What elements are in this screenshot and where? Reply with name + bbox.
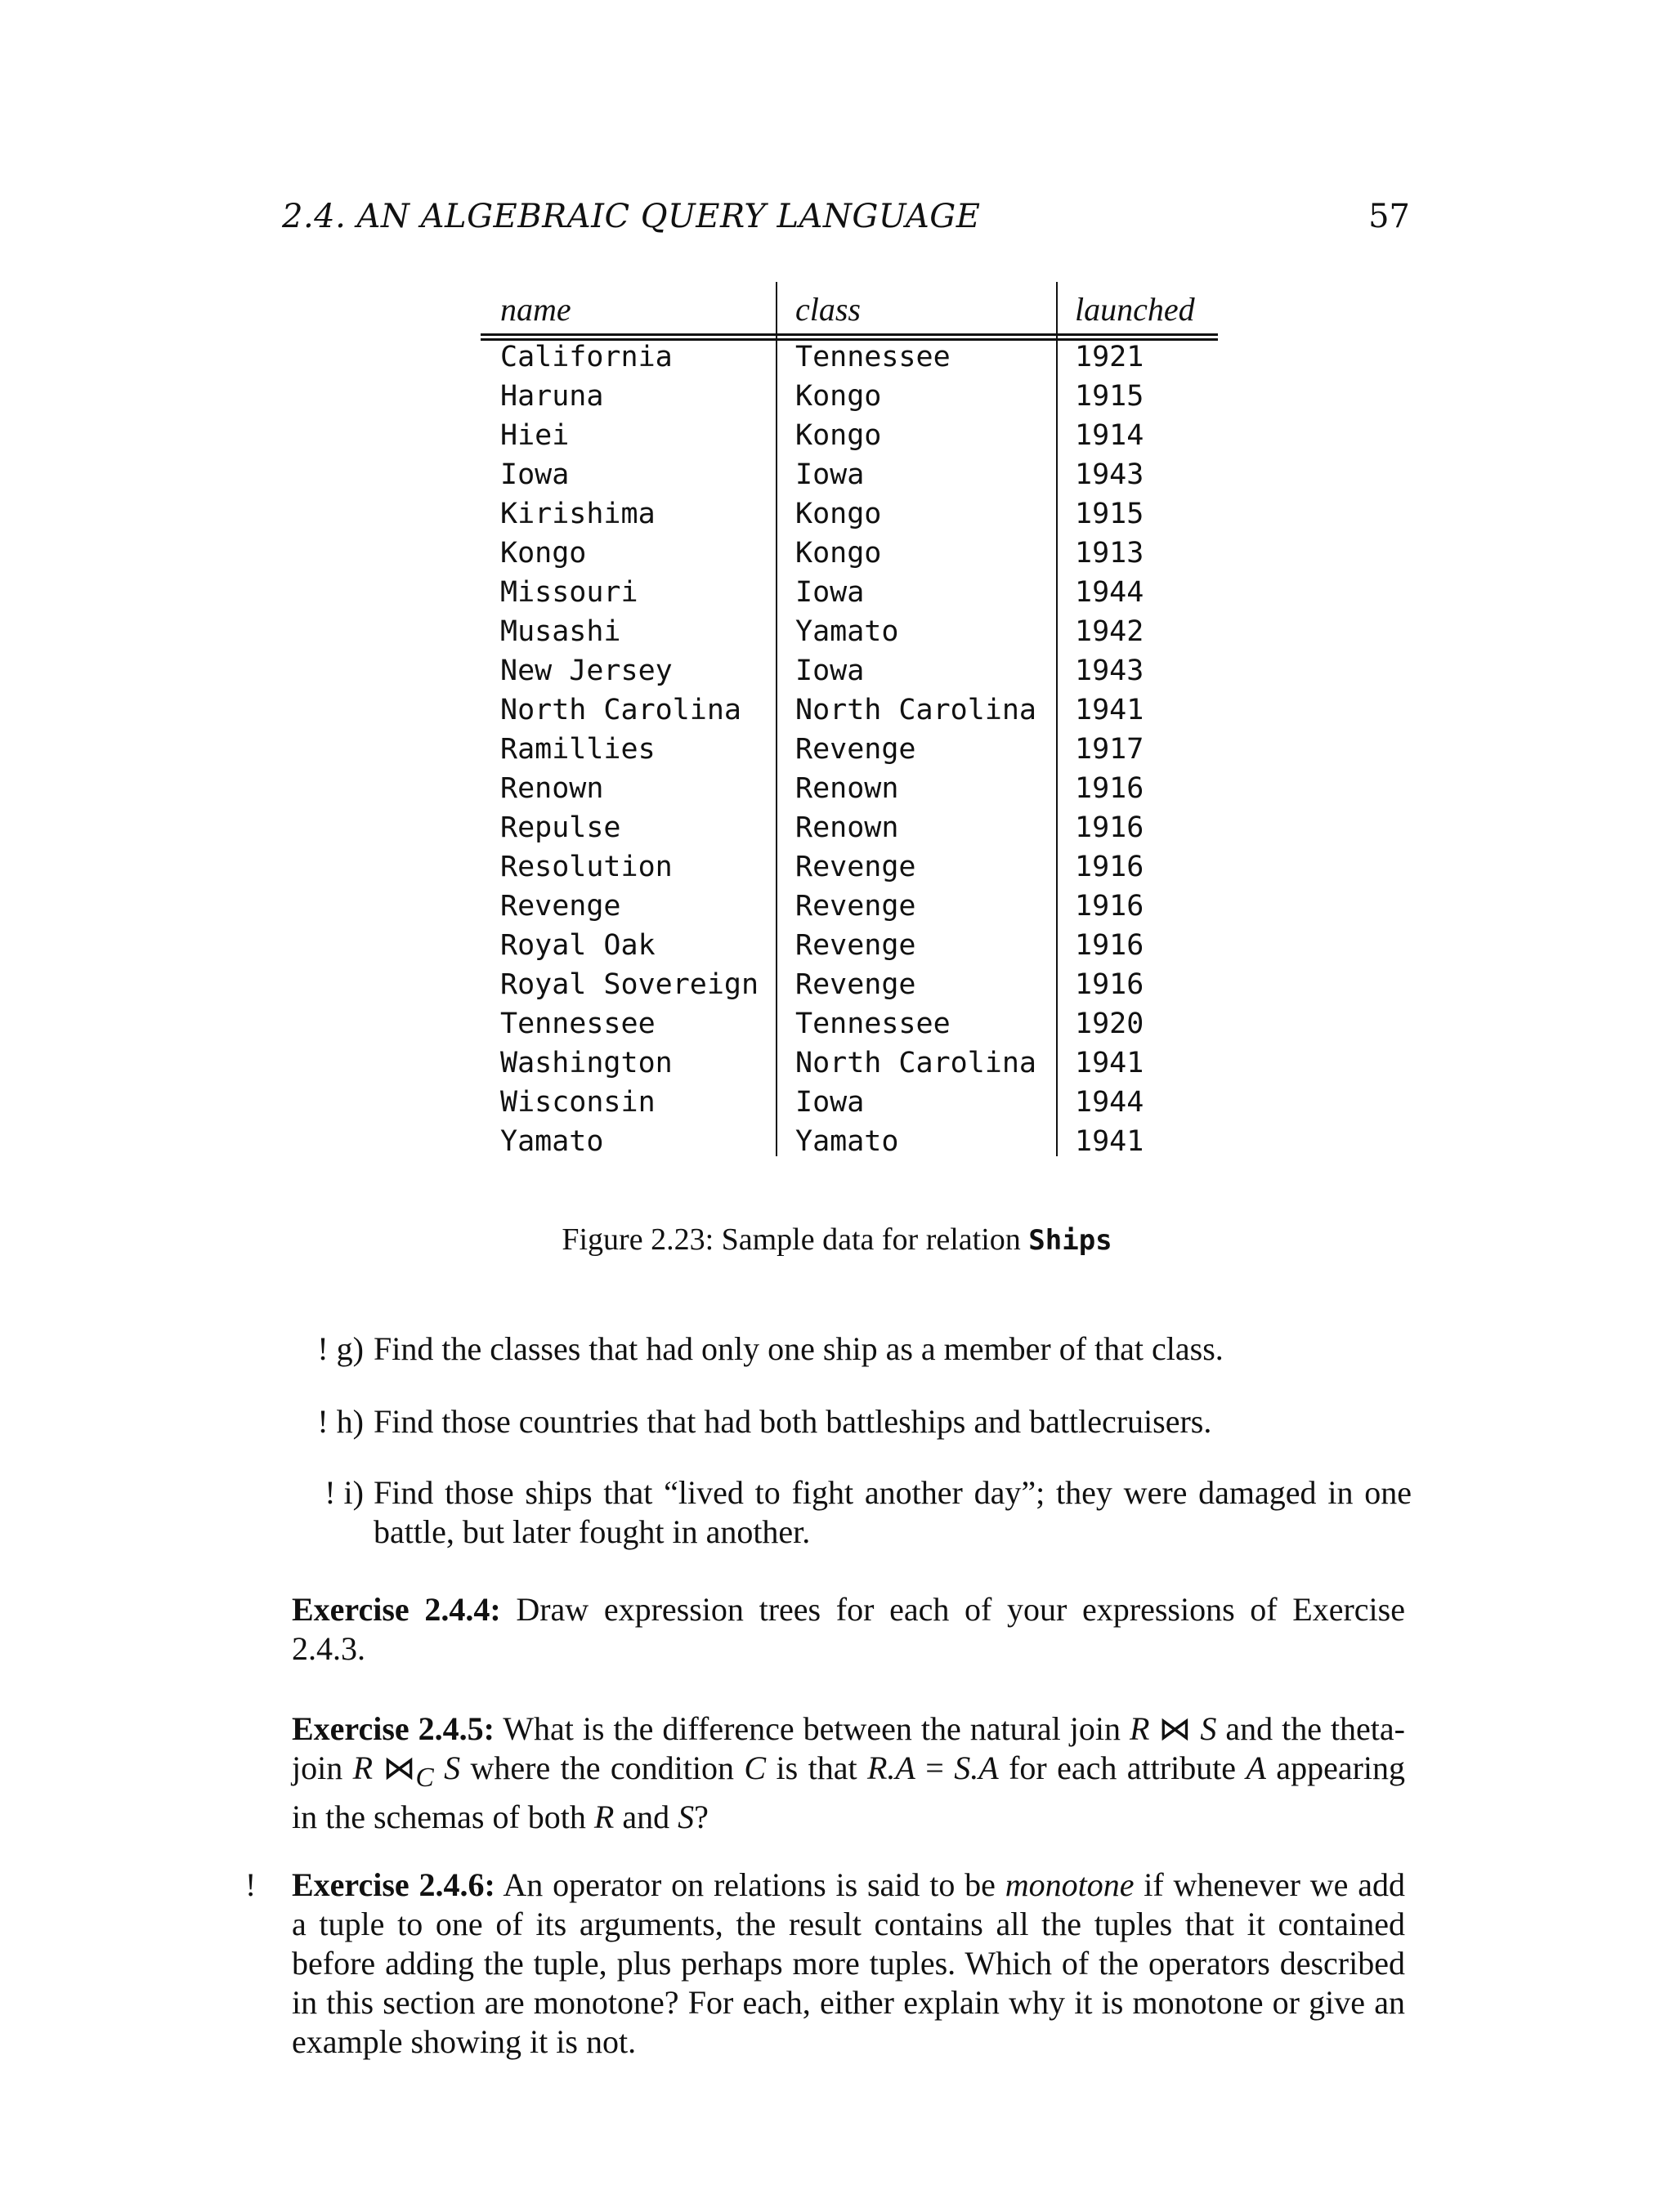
table-header [481,290,1218,329]
table-row [481,926,1218,965]
cell-class: Revenge [795,851,916,883]
cell-class: North Carolina [795,1047,1037,1079]
cell-class: Kongo [795,498,882,530]
item-marker: ! g) [317,1330,364,1367]
section-title: 2.4. AN ALGEBRAIC QUERY LANGUAGE [282,198,981,235]
column-header-class: class [795,291,861,328]
exercise-text: An operator on relations is said to be [503,1866,1005,1903]
math-symbol: R [352,1749,374,1786]
table-row [481,965,1218,1004]
table-row [481,847,1218,887]
difficulty-marker: ! [245,1866,257,1903]
cell-name: Kongo [500,537,587,570]
cell-name: New Jersey [500,655,673,687]
table-row [481,690,1218,730]
exercise-text: and the theta-join [292,1710,1405,1786]
cell-name: Resolution [500,851,673,883]
cell-name: Yamato [500,1125,604,1158]
table-row [481,416,1218,455]
cell-launched: 1916 [1075,890,1144,923]
cell-launched: 1915 [1075,380,1144,413]
cell-launched: 1916 [1075,811,1144,844]
math-symbol: A [1246,1749,1266,1786]
cell-name: Royal Oak [500,929,656,962]
caption-text: Figure 2.23: Sample data for relation [562,1222,1029,1257]
table-row [481,1083,1218,1122]
math-expr: S.A [954,1749,999,1786]
exercise-2-4-6 [292,1866,1405,2062]
cell-launched: 1914 [1075,419,1144,452]
math-symbol: S [1200,1710,1217,1747]
column-header-launched: launched [1075,291,1195,328]
cell-name: Repulse [500,811,621,844]
cell-class: Renown [795,811,899,844]
figure-caption [0,1222,1674,1258]
cell-launched: 1941 [1075,694,1144,726]
table-row [481,769,1218,808]
item-marker: ! i) [325,1474,364,1511]
exercise-text: for each attribute [998,1749,1247,1786]
table-row [481,1043,1218,1083]
exercise-label: Exercise 2.4.5: [292,1710,495,1747]
cell-name: Royal Sovereign [500,968,759,1001]
cell-class: Tennessee [795,1008,951,1040]
exercise-2-4-4 [292,1590,1405,1669]
math-symbol: C [744,1749,767,1786]
cell-launched: 1921 [1075,341,1144,373]
ships-table [481,290,1218,1164]
cell-class: Tennessee [795,341,951,373]
cell-launched: 1944 [1075,1086,1144,1119]
exercise-text: and [614,1799,678,1835]
cell-launched: 1916 [1075,968,1144,1001]
exercise-text: appearing in the schemas of both [292,1749,1406,1835]
table-row [481,534,1218,573]
cell-name: Renown [500,772,604,805]
math-expr: R.A [866,1749,915,1786]
cell-name: Wisconsin [500,1086,656,1119]
cell-launched: 1920 [1075,1008,1144,1040]
exercise-text: What is the difference between the natural join [503,1710,1130,1747]
cell-launched: 1916 [1075,772,1144,805]
cell-class: Iowa [795,655,865,687]
table-row [481,1004,1218,1043]
cell-launched: 1915 [1075,498,1144,530]
math-symbol: R [1129,1710,1150,1747]
cell-launched: 1913 [1075,537,1144,570]
cell-class: Revenge [795,968,916,1001]
page-header [282,198,1410,255]
join-symbol: ⋈ [383,1749,416,1786]
join-symbol: ⋈ [1158,1710,1192,1747]
cell-launched: 1941 [1075,1047,1144,1079]
item-text: Find the classes that had only one ship as a member of that class. [374,1330,1224,1367]
cell-class: Kongo [795,419,882,452]
cell-launched: 1917 [1075,733,1144,766]
cell-name: Washington [500,1047,673,1079]
cell-launched: 1941 [1075,1125,1144,1158]
math-symbol: R [593,1799,615,1835]
cell-name: Tennessee [500,1008,656,1040]
cell-launched: 1943 [1075,458,1144,491]
cell-launched: 1944 [1075,576,1144,609]
cell-name: Hiei [500,419,570,452]
cell-class: Iowa [795,1086,865,1119]
exercise-label: Exercise 2.4.6: [292,1866,495,1903]
cell-class: Revenge [795,733,916,766]
item-text: Find those ships that “lived to fight another day”; they were damaged in one battle, but later fought in another. [374,1474,1412,1550]
exercise-label: Exercise 2.4.4: [292,1591,501,1628]
table-row [481,651,1218,690]
cell-class: Kongo [795,380,882,413]
cell-name: North Carolina [500,694,742,726]
cell-name: Ramillies [500,733,656,766]
item-text: Find those countries that had both battleships and battlecruisers. [374,1403,1212,1440]
exercise-text: where the condition [460,1749,745,1786]
cell-name: Kirishima [500,498,656,530]
cell-class: Iowa [795,458,865,491]
cell-name: Haruna [500,380,604,413]
math-symbol: S [678,1799,695,1835]
cell-class: Renown [795,772,899,805]
cell-name: Revenge [500,890,621,923]
cell-class: Yamato [795,1125,899,1158]
table-row [481,494,1218,534]
caption-relation: Ships [1028,1224,1112,1257]
cell-class: Kongo [795,537,882,570]
cell-class: Iowa [795,576,865,609]
table-row [481,1122,1218,1161]
exercise-text: is that [766,1749,867,1786]
cell-class: Revenge [795,929,916,962]
cell-name: Iowa [500,458,570,491]
cell-name: Missouri [500,576,638,609]
table-row [481,887,1218,926]
cell-class: Revenge [795,890,916,923]
math-symbol: S [444,1749,461,1786]
math-symbol: C [415,1763,434,1793]
table-row [481,808,1218,847]
math-operator: = [915,1749,955,1786]
header-rule [481,333,1218,336]
cell-class: Yamato [795,615,899,648]
page-number: 57 [1368,198,1410,235]
table-row [481,377,1218,416]
cell-launched: 1942 [1075,615,1144,648]
table-body [481,337,1218,1161]
table-row [481,455,1218,494]
table-row [481,337,1218,377]
column-header-name: name [500,291,571,328]
exercise-text: ? [694,1799,709,1835]
cell-launched: 1943 [1075,655,1144,687]
exercise-text: if whenever we add a tuple to one of its arguments, the result contains all the tuples that it contained before adding the tuple, plus perhaps more tuples. Which of the operators described in this section are monotone? For each, either explain why it is monotone or give an example showing it is not. [292,1866,1405,2060]
cell-name: California [500,341,673,373]
cell-launched: 1916 [1075,929,1144,962]
table-row [481,573,1218,612]
table-row [481,730,1218,769]
emphasis-term: monotone [1005,1866,1135,1903]
item-marker: ! h) [317,1403,364,1440]
exercise-text: Draw expression trees for each of your expressions of Exercise 2.4.3. [292,1591,1405,1667]
exercise-2-4-5 [292,1709,1405,1837]
cell-name: Musashi [500,615,621,648]
cell-launched: 1916 [1075,851,1144,883]
table-row [481,612,1218,651]
cell-class: North Carolina [795,694,1037,726]
